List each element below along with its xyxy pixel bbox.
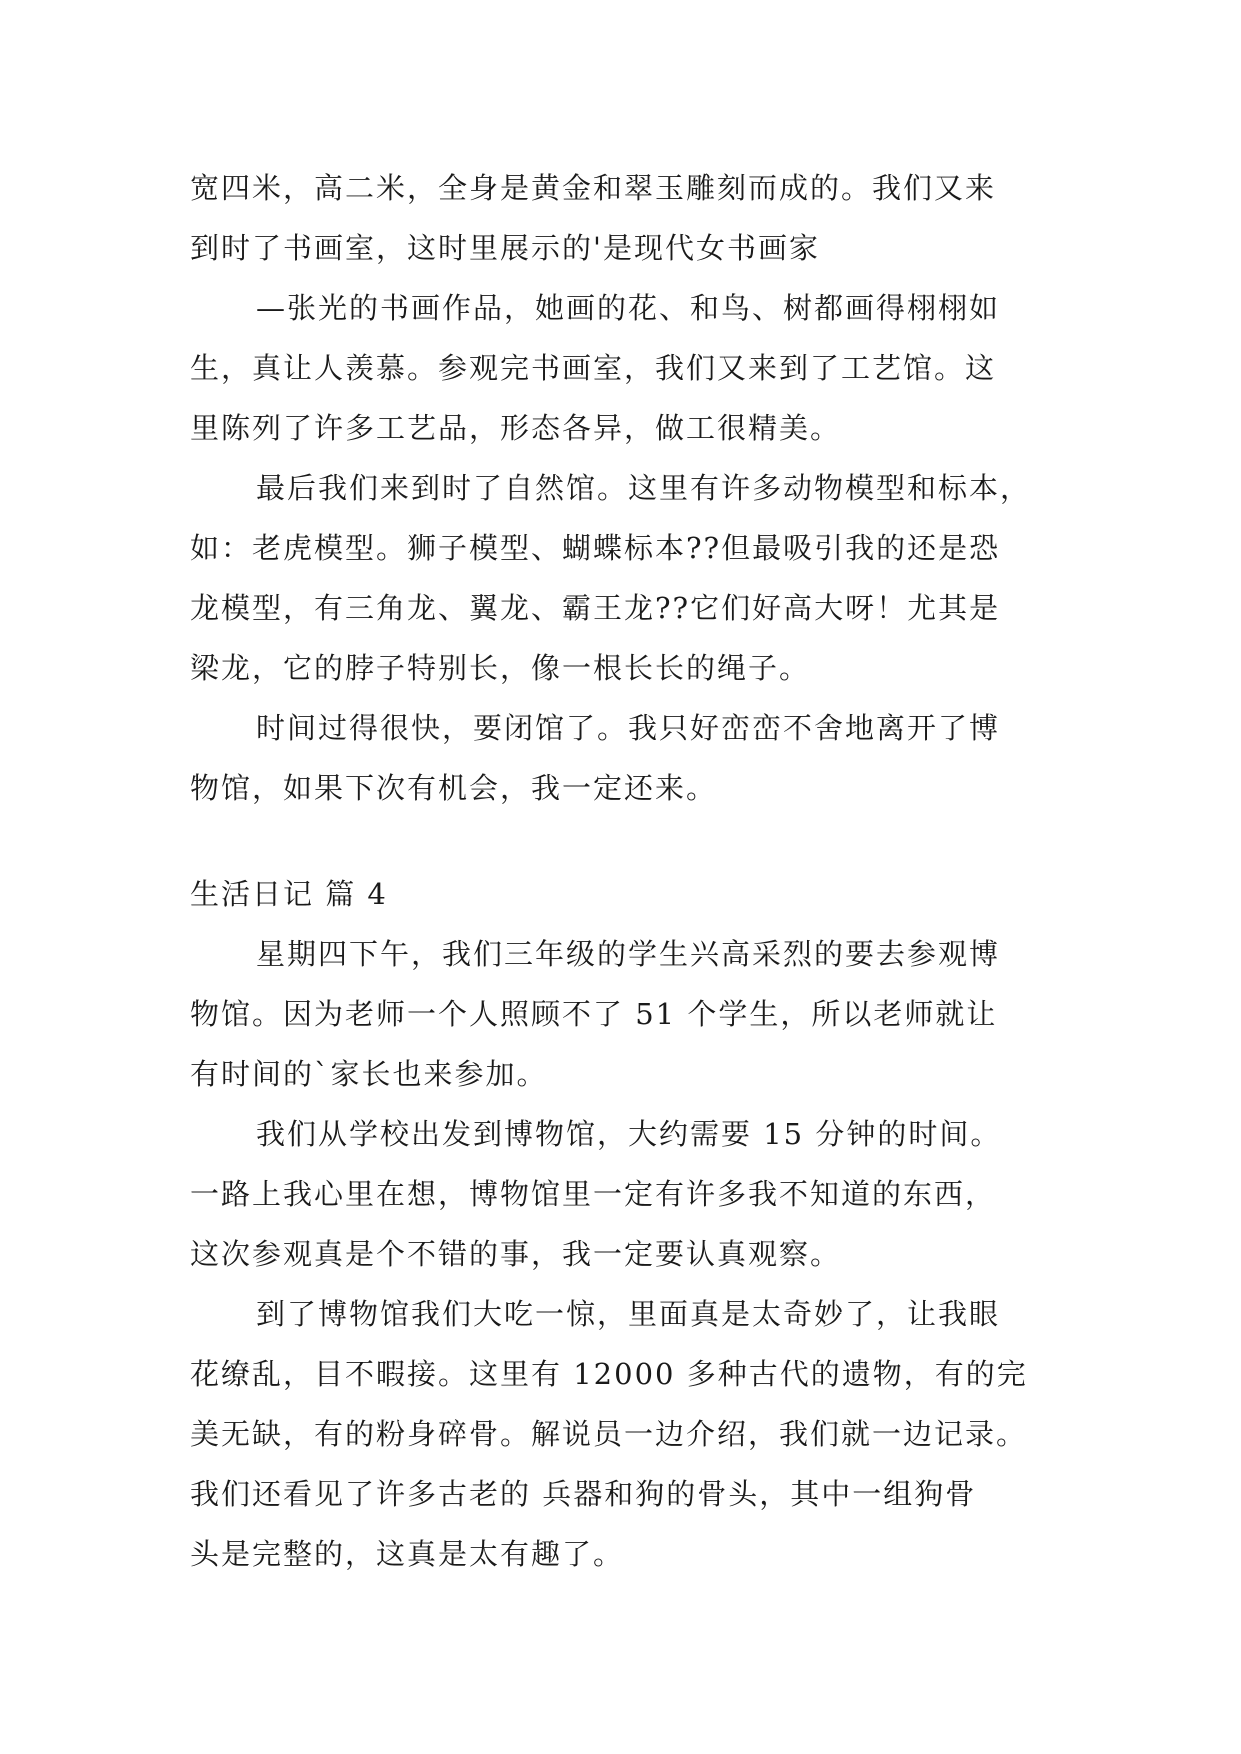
- text-line: 生，真让人羡慕。参观完书画室，我们又来到了工艺馆。这: [190, 351, 997, 385]
- text-line: 美无缺，有的粉身碎骨。解说员一边介绍，我们就一边记录。: [190, 1417, 1028, 1451]
- text-line: 物馆。因为老师一个人照顾不了 51 个学生，所以老师就让: [190, 997, 998, 1031]
- text-line: 头是完整的，这真是太有趣了。: [190, 1537, 625, 1571]
- text-line: 有时间的`家长也来参加。: [190, 1057, 548, 1091]
- text-line: 这次参观真是个不错的事，我一定要认真观察。: [190, 1237, 842, 1271]
- text-line: 我们还看见了许多古老的 兵器和狗的骨头，其中一组狗骨: [190, 1477, 977, 1511]
- text-line: 时间过得很快，要闭馆了。我只好峦峦不舍地离开了博: [256, 711, 1001, 745]
- text-line: 星期四下午，我们三年级的学生兴高采烈的要去参观博: [256, 937, 1001, 971]
- text-line: 到时了书画室，这时里展示的'是现代女书画家: [190, 231, 820, 265]
- text-line: 花缭乱，目不暇接。这里有 12000 多种古代的遗物，有的完: [190, 1357, 1028, 1391]
- text-line: 一路上我心里在想，博物馆里一定有许多我不知道的东西，: [190, 1177, 997, 1211]
- text-line: 宽四米，高二米，全身是黄金和翠玉雕刻而成的。我们又来: [190, 171, 997, 205]
- text-line: 到了博物馆我们大吃一惊，里面真是太奇妙了，让我眼: [256, 1297, 1001, 1331]
- text-line: 最后我们来到时了自然馆。这里有许多动物模型和标本，: [256, 471, 1032, 505]
- text-line: 我们从学校出发到博物馆，大约需要 15 分钟的时间。: [256, 1117, 1002, 1151]
- text-line: 物馆，如果下次有机会，我一定还来。: [190, 771, 718, 805]
- text-line: 里陈列了许多工艺品，形态各异，做工很精美。: [190, 411, 842, 445]
- text-line: 如：老虎模型。狮子模型、蝴蝶标本??但最吸引我的还是恐: [190, 531, 1001, 565]
- text-line: 梁龙，它的脖子特别长，像一根长长的绳子。: [190, 651, 811, 685]
- text-line: —张光的书画作品，她画的花、和鸟、树都画得栩栩如: [256, 291, 1001, 325]
- text-line: 龙模型，有三角龙、翼龙、霸王龙??它们好高大呀！尤其是: [190, 591, 1001, 625]
- section-heading: 生活日记 篇 4: [190, 877, 388, 911]
